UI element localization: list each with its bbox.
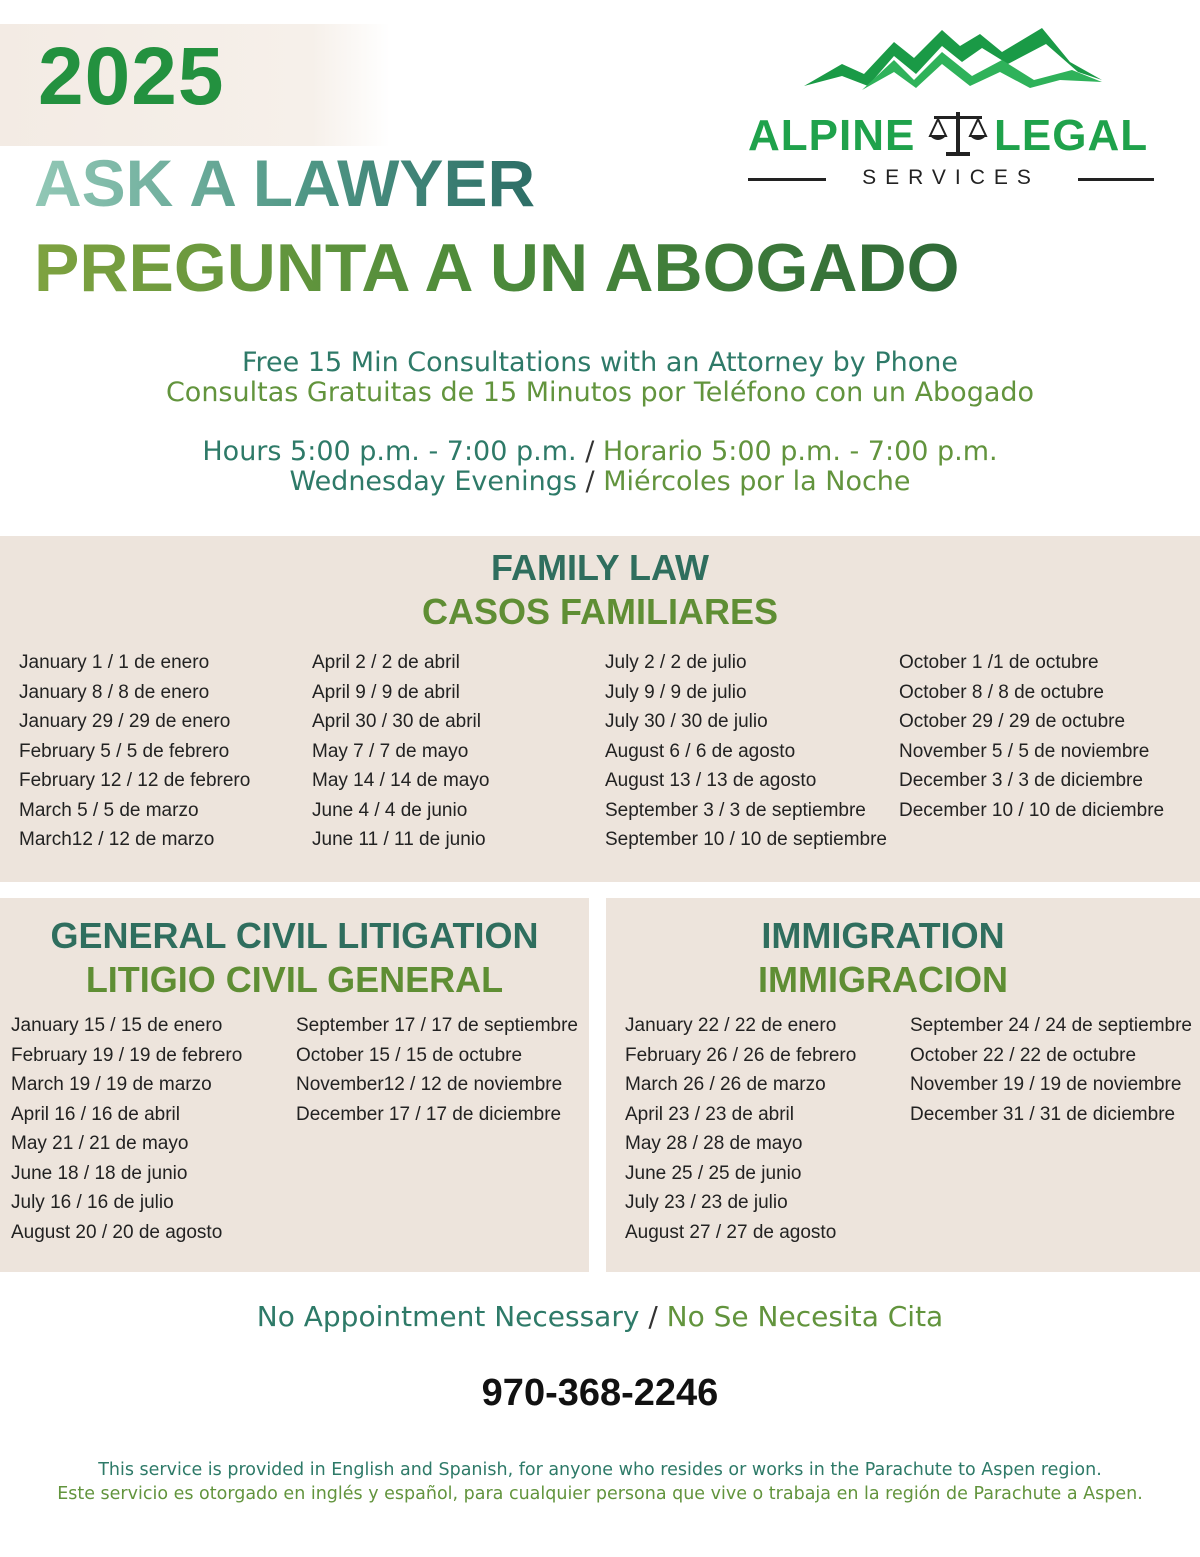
date-entry: June 18 / 18 de junio: [11, 1162, 188, 1184]
date-entry: April 2 / 2 de abril: [312, 652, 460, 673]
hours-english: Hours 5:00 p.m. - 7:00 p.m.: [202, 436, 577, 467]
date-entry: May 28 / 28 de mayo: [625, 1133, 803, 1154]
date-entry: February 26 / 26 de febrero: [625, 1044, 857, 1066]
date-entry: November12 / 12 de noviembre: [296, 1074, 563, 1095]
date-entry: January 8 / 8 de enero: [19, 681, 210, 703]
date-entry: February 12 / 12 de febrero: [19, 770, 251, 791]
logo-divider-right: [1078, 178, 1154, 181]
date-entry: June 4 / 4 de junio: [312, 799, 468, 821]
days-english: Wednesday Evenings: [289, 466, 577, 497]
date-entry: July 2 / 2 de julio: [605, 652, 747, 673]
family-law-dates-col-3: [605, 648, 887, 855]
date-entry: February 19 / 19 de febrero: [11, 1044, 243, 1066]
days-spanish: Miércoles por la Noche: [603, 466, 911, 497]
date-entry: October 8 / 8 de octubre: [899, 681, 1104, 703]
phone-number[interactable]: 970-368-2246: [481, 1372, 719, 1414]
date-entry: April 9 / 9 de abril: [312, 681, 460, 703]
mountain-icon: [802, 24, 1102, 104]
date-entry: March12 / 12 de marzo: [19, 829, 215, 850]
logo-word-alpine: ALPINE: [748, 111, 916, 160]
date-entry: August 27 / 27 de agosto: [625, 1221, 837, 1243]
no-appointment-line: [0, 1300, 1200, 1333]
days-line: [0, 467, 1200, 497]
date-entry: April 23 / 23 de abril: [625, 1103, 794, 1125]
family-law-title-english: FAMILY LAW: [490, 547, 710, 588]
date-entry: December 31 / 31 de diciembre: [910, 1103, 1176, 1125]
date-entry: October 1 /1 de octubre: [899, 652, 1099, 673]
date-entry: March 26 / 26 de marzo: [625, 1074, 826, 1095]
date-entry: December 10 / 10 de diciembre: [899, 799, 1165, 821]
date-entry: September 3 / 3 de septiembre: [605, 799, 866, 821]
immigration-title-english: IMMIGRATION: [761, 915, 1005, 956]
hours-spanish: Horario 5:00 p.m. - 7:00 p.m.: [602, 436, 998, 467]
date-entry: May 7 / 7 de mayo: [312, 740, 469, 762]
date-entry: November 19 / 19 de noviembre: [910, 1074, 1182, 1095]
date-entry: July 30 / 30 de julio: [605, 711, 768, 732]
service-note-spanish: Este servicio es otorgado en inglés y español, para cualquier persona que vive o trabaja en la región de Parachute a Aspen.: [57, 1484, 1143, 1504]
date-entry: December 3 / 3 de diciembre: [899, 770, 1143, 791]
civil-litigation-heading: [0, 914, 589, 1002]
hours-line: [0, 437, 1200, 467]
date-entry: January 15 / 15 de enero: [11, 1015, 223, 1036]
civil-litigation-dates-col-2: [296, 1011, 578, 1129]
separator: /: [585, 466, 595, 497]
year-heading: 2025: [38, 31, 225, 122]
date-entry: March 19 / 19 de marzo: [11, 1074, 212, 1095]
date-entry: July 23 / 23 de julio: [625, 1192, 788, 1213]
title-spanish: PREGUNTA A UN ABOGADO: [34, 230, 960, 306]
intro-line-spanish: Consultas Gratuitas de 15 Minutos por Teléfono con un Abogado: [165, 377, 1035, 408]
civil-litigation-title-spanish: LITIGIO CIVIL GENERAL: [85, 959, 504, 1000]
service-note-english: This service is provided in English and Spanish, for anyone who resides or works in the Parachute to Aspen region.: [98, 1460, 1102, 1480]
date-entry: September 17 / 17 de septiembre: [296, 1015, 579, 1036]
immigration-dates-col-1: [625, 1011, 856, 1247]
logo-subtitle: SERVICES: [862, 166, 1040, 189]
date-entry: March 5 / 5 de marzo: [19, 799, 199, 821]
date-entry: September 24 / 24 de septiembre: [910, 1015, 1193, 1036]
date-entry: June 25 / 25 de junio: [625, 1162, 802, 1184]
family-law-title-spanish: CASOS FAMILIARES: [421, 591, 779, 632]
date-entry: January 29 / 29 de enero: [19, 711, 231, 732]
date-entry: October 29 / 29 de octubre: [899, 711, 1126, 732]
no-appointment-english: No Appointment Necessary: [256, 1300, 640, 1333]
logo-word-legal: LEGAL: [994, 111, 1149, 160]
date-entry: April 30 / 30 de abril: [312, 711, 481, 732]
separator: /: [585, 436, 595, 467]
civil-litigation-title-english: GENERAL CIVIL LITIGATION: [50, 915, 539, 956]
immigration-heading: [586, 914, 1180, 1002]
date-entry: February 5 / 5 de febrero: [19, 740, 230, 762]
scales-of-justice-icon: [928, 108, 988, 158]
date-entry: May 14 / 14 de mayo: [312, 770, 490, 791]
immigration-panel: [606, 898, 1200, 1272]
date-entry: November 5 / 5 de noviembre: [899, 740, 1150, 762]
no-appointment-spanish: No Se Necesita Cita: [666, 1300, 944, 1333]
date-entry: August 20 / 20 de agosto: [11, 1221, 223, 1243]
date-entry: December 17 / 17 de diciembre: [296, 1103, 562, 1125]
immigration-title-spanish: IMMIGRACION: [758, 959, 1008, 1000]
date-entry: July 9 / 9 de julio: [605, 681, 747, 703]
intro-line-english: Free 15 Min Consultations with an Attorney by Phone: [241, 347, 958, 378]
date-entry: May 21 / 21 de mayo: [11, 1133, 189, 1154]
family-law-dates-col-1: [19, 648, 250, 855]
date-entry: August 13 / 13 de agosto: [605, 770, 817, 791]
date-entry: September 10 / 10 de septiembre: [605, 829, 888, 850]
date-entry: July 16 / 16 de julio: [11, 1192, 174, 1213]
immigration-dates-col-2: [910, 1011, 1192, 1129]
alpine-legal-logo: [744, 24, 1156, 194]
date-entry: October 15 / 15 de octubre: [296, 1044, 523, 1066]
date-entry: June 11 / 11 de junio: [312, 829, 486, 850]
civil-litigation-panel: [0, 898, 589, 1272]
date-entry: January 1 / 1 de enero: [19, 652, 210, 673]
logo-divider-left: [748, 178, 826, 181]
separator: /: [648, 1300, 658, 1333]
date-entry: April 16 / 16 de abril: [11, 1103, 180, 1125]
date-entry: January 22 / 22 de enero: [625, 1015, 837, 1036]
family-law-heading: [0, 546, 1200, 634]
date-entry: August 6 / 6 de agosto: [605, 740, 796, 762]
family-law-dates-col-4: [899, 648, 1164, 825]
family-law-panel: [0, 536, 1200, 882]
date-entry: October 22 / 22 de octubre: [910, 1044, 1137, 1066]
civil-litigation-dates-col-1: [11, 1011, 242, 1247]
title-english: ASK A LAWYER: [34, 146, 536, 220]
family-law-dates-col-2: [312, 648, 489, 855]
